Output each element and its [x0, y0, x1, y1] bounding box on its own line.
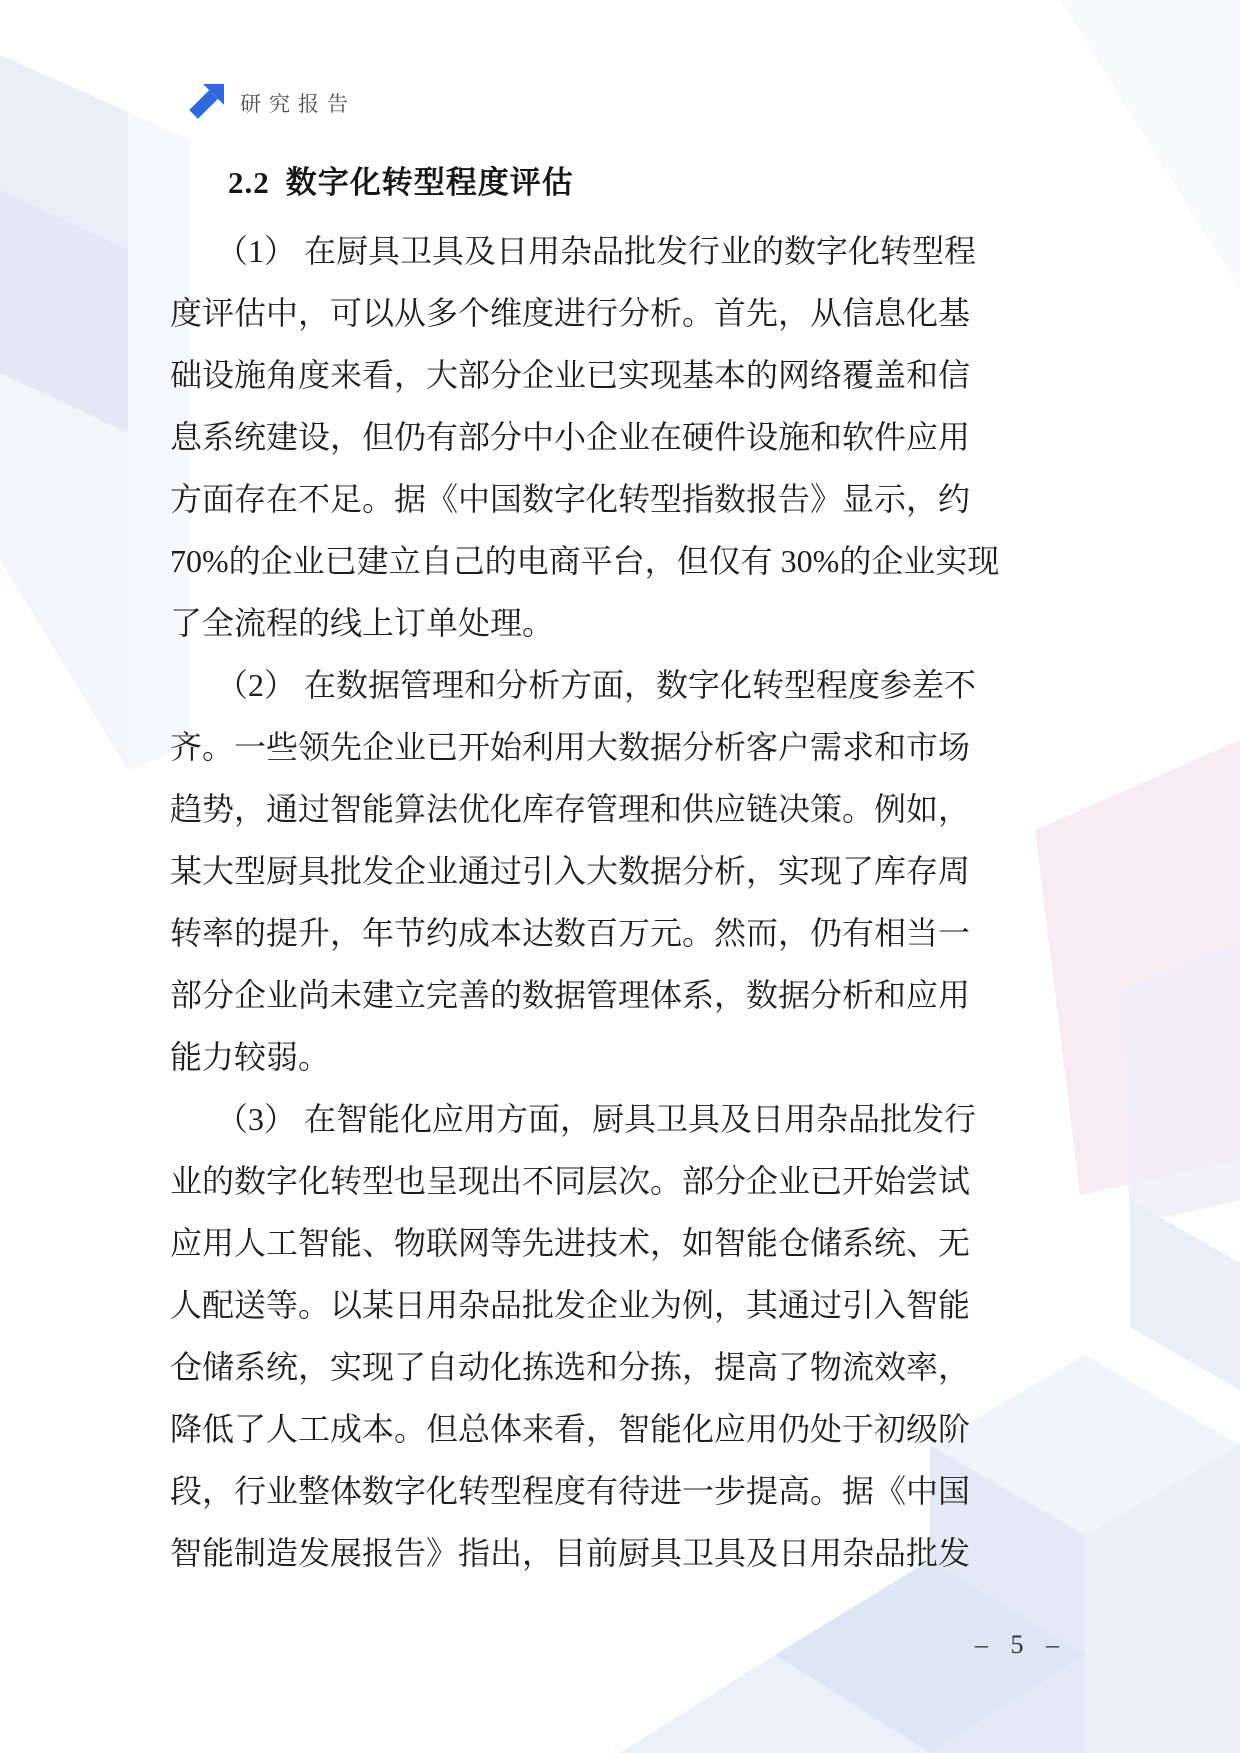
trend-arrow-icon [186, 84, 224, 122]
paragraph-line: 度评估中，可以从多个维度进行分析。首先，从信息化基 [170, 295, 971, 331]
paragraph-line: 某大型厨具批发企业通过引入大数据分析，实现了库存周 [170, 853, 971, 889]
paragraph-line: 部分企业尚未建立完善的数据管理体系，数据分析和应用 [170, 977, 971, 1013]
section-title: 数字化转型程度评估 [285, 165, 574, 200]
paragraph-line: 趋势，通过智能算法优化库存管理和供应链决策。例如， [170, 791, 971, 827]
paragraph [170, 220, 1000, 654]
report-logo-label: 研究报告 [240, 92, 356, 116]
paragraph [170, 1088, 977, 1584]
paragraph-line: 了全流程的线上订单处理。 [170, 605, 555, 641]
paragraph-line: 转率的提升，年节约成本达数百万元。然而，仍有相当一 [170, 915, 971, 951]
paragraph-line: 降低了人工成本。但总体来看，智能化应用仍处于初级阶 [170, 1411, 971, 1447]
paragraph-line: 齐。一些领先企业已开始利用大数据分析客户需求和市场 [170, 729, 971, 765]
paragraph-line: （2） 在数据管理和分析方面，数字化转型程度参差不 [216, 667, 977, 703]
section-heading [170, 160, 970, 206]
section-number: 2.2 [228, 165, 270, 200]
paragraph-line: 能力较弱。 [170, 1039, 331, 1075]
paragraph-line: 70%的企业已建立自己的电商平台，但仅有 30%的企业实现 [170, 543, 1000, 579]
paragraph-line: 息系统建设，但仍有部分中小企业在硬件设施和软件应用 [170, 419, 971, 455]
paragraph [170, 654, 977, 1088]
paragraph-line: 应用人工智能、物联网等先进技术，如智能仓储系统、无 [170, 1225, 971, 1261]
paragraph-line: 智能制造发展报告》指出，目前厨具卫具及日用杂品批发 [170, 1535, 971, 1571]
paragraphs-container [170, 220, 1000, 1584]
paragraph-line: （1） 在厨具卫具及日用杂品批发行业的数字化转型程 [216, 233, 977, 269]
page-header [186, 84, 356, 122]
paragraph-line: 础设施角度来看，大部分企业已实现基本的网络覆盖和信 [170, 357, 971, 393]
page-number: – 5 – [975, 1630, 1067, 1659]
paragraph-line: 仓储系统，实现了自动化拣选和分拣，提高了物流效率， [170, 1349, 971, 1385]
paragraph-line: 段，行业整体数字化转型程度有待进一步提高。据《中国 [170, 1473, 971, 1509]
document-body [170, 160, 1000, 1584]
paragraph-line: 人配送等。以某日用杂品批发企业为例，其通过引入智能 [170, 1287, 971, 1323]
paragraph-line: 业的数字化转型也呈现出不同层次。部分企业已开始尝试 [170, 1163, 971, 1199]
paragraph-line: 方面存在不足。据《中国数字化转型指数报告》显示，约 [170, 481, 971, 517]
paragraph-line: （3） 在智能化应用方面，厨具卫具及日用杂品批发行 [216, 1101, 977, 1137]
